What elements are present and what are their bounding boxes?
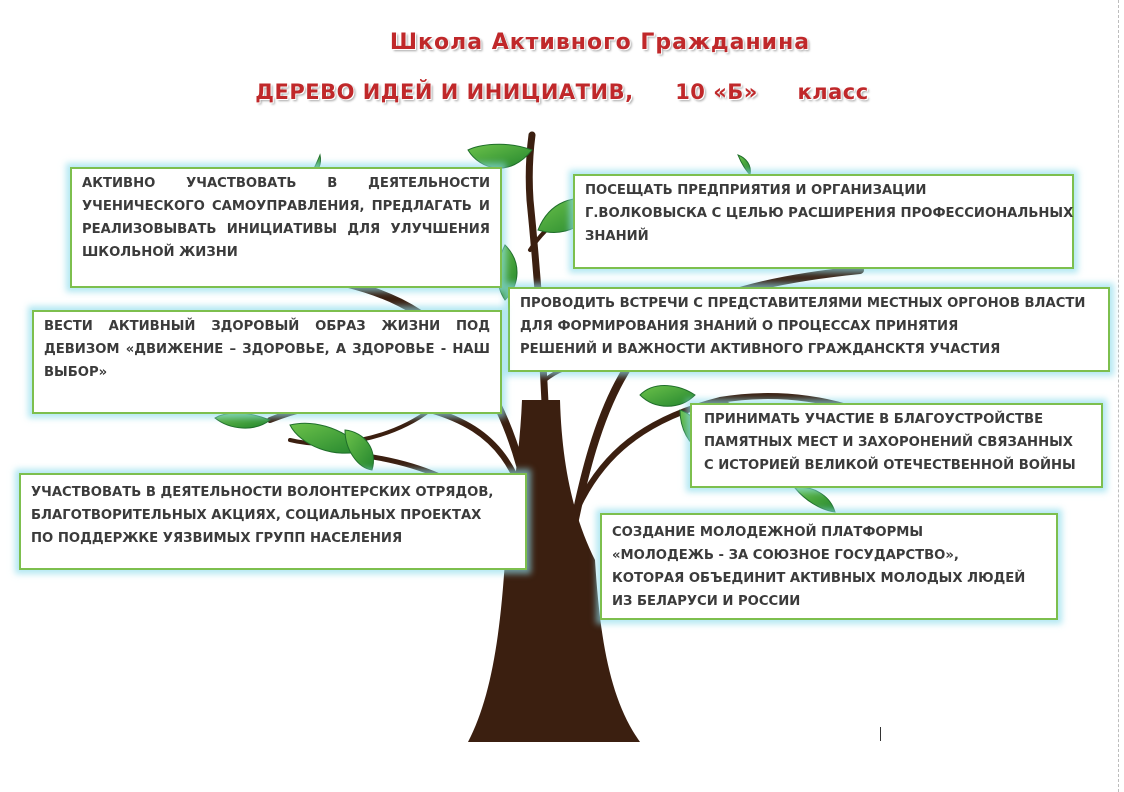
idea-line: ПАМЯТНЫХ МЕСТ И ЗАХОРОНЕНИЙ СВЯЗАННЫХ bbox=[704, 435, 1073, 450]
subtitle-class: 10 «Б» bbox=[675, 80, 758, 104]
idea-line: ИЗ БЕЛАРУСИ И РОССИИ bbox=[612, 594, 801, 609]
page-title: Школа Активного Гражданина bbox=[389, 30, 811, 55]
idea-line: С ИСТОРИЕЙ ВЕЛИКОЙ ОТЕЧЕСТВЕННОЙ ВОЙНЫ bbox=[704, 458, 1076, 473]
idea-line: ПРОВОДИТЬ ВСТРЕЧИ С ПРЕДСТАВИТЕЛЯМИ МЕСТНЫХ ОРГОНОВ ВЛАСТИ bbox=[520, 296, 1086, 311]
idea-line: Г.ВОЛКОВЫСКА С ЦЕЛЬЮ РАСШИРЕНИЯ ПРОФЕССИОНАЛЬНЫХ bbox=[585, 206, 1074, 221]
idea-box-volunteering bbox=[19, 473, 527, 570]
idea-line: СОЗДАНИЕ МОЛОДЕЖНОЙ ПЛАТФОРМЫ bbox=[612, 525, 924, 540]
idea-line: АКТИВНО УЧАСТВОВАТЬ В ДЕЯТЕЛЬНОСТИ bbox=[82, 176, 490, 191]
idea-line: РЕАЛИЗОВЫВАТЬ ИНИЦИАТИВЫ ДЛЯ УЛУЧШЕНИЯ bbox=[82, 222, 490, 237]
idea-line: УЧЕНИЧЕСКОГО САМОУПРАВЛЕНИЯ, ПРЕДЛАГАТЬ И bbox=[82, 199, 490, 214]
idea-line: УЧАСТВОВАТЬ В ДЕЯТЕЛЬНОСТИ ВОЛОНТЕРСКИХ ОТРЯДОВ, bbox=[31, 485, 494, 500]
idea-box-healthy-life bbox=[32, 310, 502, 414]
page-subtitle bbox=[0, 80, 1124, 104]
idea-line: ПРИНИМАТЬ УЧАСТИЕ В БЛАГОУСТРОЙСТВЕ bbox=[704, 412, 1044, 427]
subtitle-main: ДЕРЕВО ИДЕЙ И ИНИЦИАТИВ, bbox=[255, 80, 634, 104]
idea-line: ДЕВИЗОМ «ДВИЖЕНИЕ – ЗДОРОВЬЕ, А ЗДОРОВЬЕ - НАШ bbox=[44, 342, 490, 357]
idea-line: ПОСЕЩАТЬ ПРЕДПРИЯТИЯ И ОРГАНИЗАЦИИ bbox=[585, 183, 927, 198]
idea-box-self-government bbox=[70, 167, 502, 288]
idea-line: РЕШЕНИЙ И ВАЖНОСТИ АКТИВНОГО ГРАЖДАНСКТЯ УЧАСТИЯ bbox=[520, 342, 1001, 357]
idea-line: КОТОРАЯ ОБЪЕДИНИТ АКТИВНЫХ МОЛОДЫХ ЛЮДЕЙ bbox=[612, 571, 1026, 586]
idea-line: ШКОЛЬНОЙ ЖИЗНИ bbox=[82, 245, 238, 260]
subtitle-suffix: класс bbox=[797, 80, 869, 104]
idea-line: ПО ПОДДЕРЖКЕ УЯЗВИМЫХ ГРУПП НАСЕЛЕНИЯ bbox=[31, 531, 403, 546]
idea-line: БЛАГОТВОРИТЕЛЬНЫХ АКЦИЯХ, СОЦИАЛЬНЫХ ПРОЕКТАХ bbox=[31, 508, 482, 523]
idea-box-memorials bbox=[690, 403, 1103, 488]
idea-line: «МОЛОДЕЖЬ - ЗА СОЮЗНОЕ ГОСУДАРСТВО», bbox=[612, 548, 959, 563]
idea-line: ДЛЯ ФОРМИРОВАНИЯ ЗНАНИЙ О ПРОЦЕССАХ ПРИНЯТИЯ bbox=[520, 319, 959, 334]
idea-line: ВЫБОР» bbox=[44, 365, 108, 380]
idea-line: ЗНАНИЙ bbox=[585, 229, 649, 244]
idea-box-youth-platform bbox=[600, 513, 1058, 620]
idea-box-authorities bbox=[508, 287, 1110, 372]
idea-line: ВЕСТИ АКТИВНЫЙ ЗДОРОВЫЙ ОБРАЗ ЖИЗНИ ПОД bbox=[44, 319, 490, 334]
text-cursor bbox=[880, 727, 881, 741]
idea-box-enterprises bbox=[573, 174, 1074, 269]
